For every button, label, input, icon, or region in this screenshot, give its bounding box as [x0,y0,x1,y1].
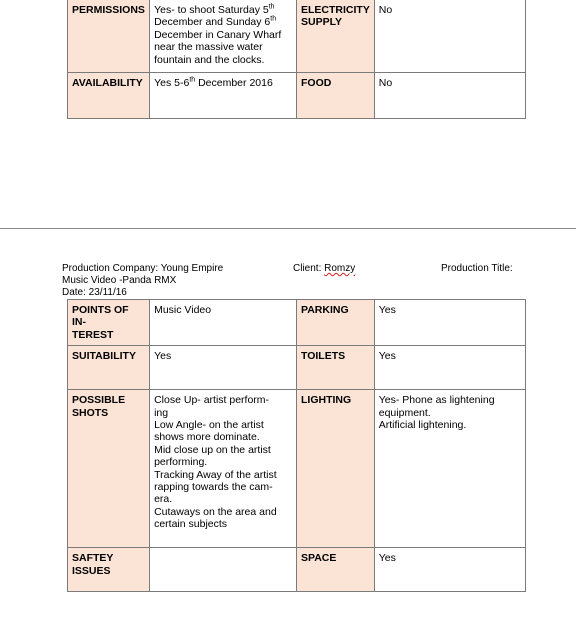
production-date: Date: 23/11/16 [62,287,127,298]
food-label: FOOD [296,73,374,119]
possible-shots-label: POSSIBLE SHOTS [68,390,150,548]
production-title-value: Music Video -Panda RMX [62,275,177,286]
client: Client: Romzy [293,263,356,274]
permissions-label: PERMISSIONS [68,0,150,73]
location-recce-table [67,299,526,592]
space-value: Yes [374,548,525,592]
electricity-supply-value: No [374,0,525,73]
possible-shots-value: Close Up- artist perform- ing Low Angle- on the artist shows more dominate. Mid close up on the artist performing. Tracking Away of the artist rapping towards the cam- era. Cutaways on the area and certain subjects [150,390,297,548]
lighting-label: LIGHTING [296,390,374,548]
page-break-divider [0,228,576,229]
space-label: SPACE [296,548,374,592]
location-recce-table-top [67,0,526,119]
safety-issues-label: SAFTEY ISSUES [68,548,150,592]
table-row [68,300,526,346]
client-name: Romzy [324,263,356,274]
table-row [68,346,526,390]
suitability-label: SUITABILITY [68,346,150,390]
permissions-value: Yes- to shoot Saturday 5th December and Sunday 6th December in Canary Wharf near the massive water fountain and the clocks. [150,0,297,73]
production-header [62,263,532,299]
points-of-interest-label: POINTS OF IN- TEREST [68,300,150,346]
table-row [68,548,526,592]
lighting-value: Yes- Phone as lightening equipment. Artificial lightening. [374,390,525,548]
production-title-label: Production Title: [441,263,513,274]
header-line-1 [62,263,532,275]
toilets-label: TOILETS [296,346,374,390]
table-row [68,0,526,73]
table-row [68,390,526,548]
electricity-supply-label: ELECTRICITY SUPPLY [296,0,374,73]
safety-issues-value [150,548,297,592]
parking-label: PARKING [296,300,374,346]
parking-value: Yes [374,300,525,346]
availability-value: Yes 5-6th December 2016 [150,73,297,119]
food-value: No [374,73,525,119]
availability-label: AVAILABILITY [68,73,150,119]
suitability-value: Yes [150,346,297,390]
production-company: Production Company: Young Empire [62,263,224,274]
toilets-value: Yes [374,346,525,390]
table-row [68,73,526,119]
points-of-interest-value: Music Video [150,300,297,346]
